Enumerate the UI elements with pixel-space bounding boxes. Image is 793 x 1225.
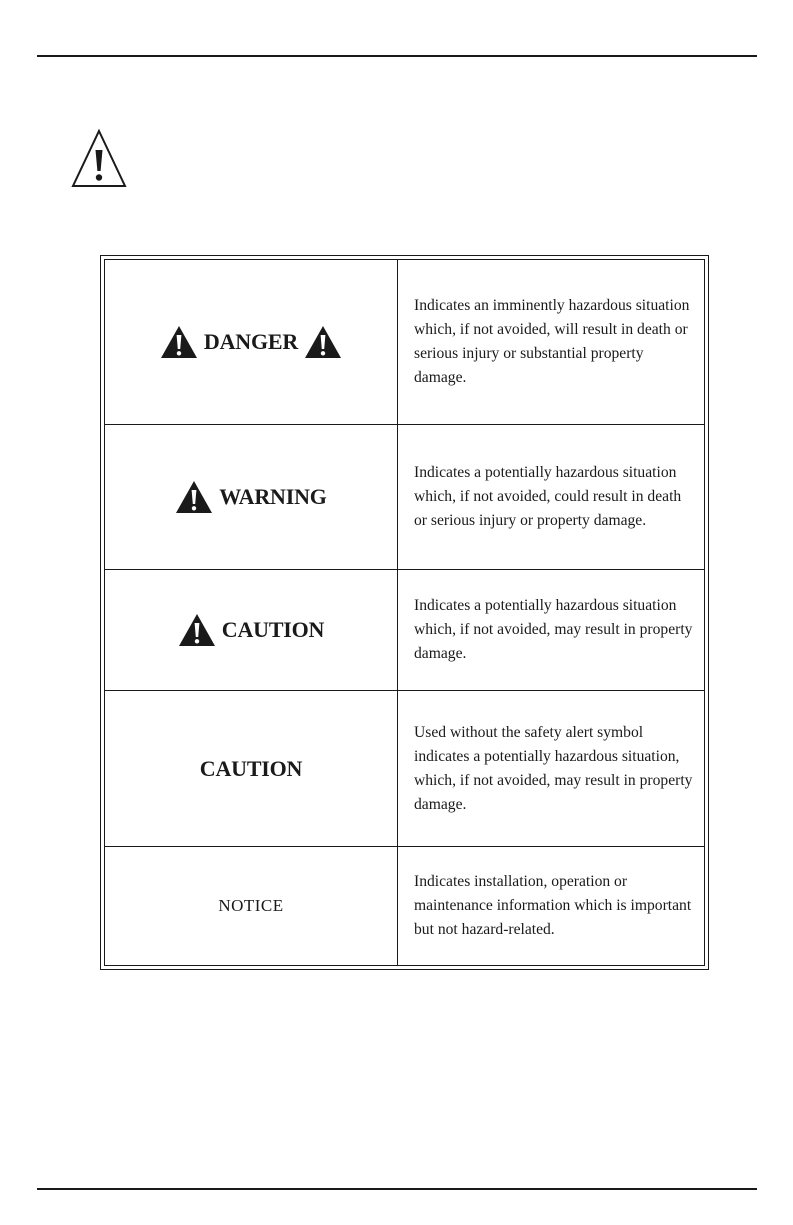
description-cell: Used without the safety alert symbol indicates a potentially hazardous situation, which, if not avoided, may result in property damage. xyxy=(414,723,693,813)
signal-word: NOTICE xyxy=(218,896,284,915)
signal-word-cell xyxy=(105,847,398,965)
table-row-caution-symbol xyxy=(105,570,704,691)
description-cell: Indicates an imminently hazardous situation which, if not avoided, will result in death or serious injury or substantial property damage. xyxy=(414,297,690,386)
table-row-notice xyxy=(105,847,704,965)
footer-rule xyxy=(37,1188,757,1190)
danger-signal xyxy=(160,325,342,359)
signal-word: DANGER xyxy=(203,329,299,354)
safety-alert-icon xyxy=(70,128,128,189)
warning-triangle-icon xyxy=(304,325,342,359)
table-row-danger xyxy=(105,260,704,425)
header-rule xyxy=(37,55,757,57)
table-row-caution-plain xyxy=(105,691,704,847)
warning-triangle-icon xyxy=(178,613,216,647)
caution-signal-plain xyxy=(200,756,303,782)
signal-word-cell xyxy=(105,691,398,846)
table-row-warning xyxy=(105,425,704,570)
description-cell: Indicates a potentially hazardous situation which, if not avoided, could result in death or serious injury or property damage. xyxy=(414,464,682,529)
signal-word-cell xyxy=(105,425,398,569)
signal-word-table xyxy=(100,255,709,970)
caution-signal xyxy=(178,613,325,647)
warning-triangle-icon xyxy=(160,325,198,359)
signal-word-cell xyxy=(105,570,398,690)
signal-word: CAUTION xyxy=(199,755,303,781)
warning-signal xyxy=(175,480,326,514)
description-cell: Indicates installation, operation or maintenance information which is important but not hazard-related. xyxy=(414,873,692,938)
description-cell: Indicates a potentially hazardous situation which, if not avoided, may result in property damage. xyxy=(414,597,693,662)
signal-word: CAUTION xyxy=(221,617,325,642)
warning-triangle-icon xyxy=(175,480,213,514)
signal-word: WARNING xyxy=(219,484,327,509)
signal-word-cell xyxy=(105,260,398,424)
